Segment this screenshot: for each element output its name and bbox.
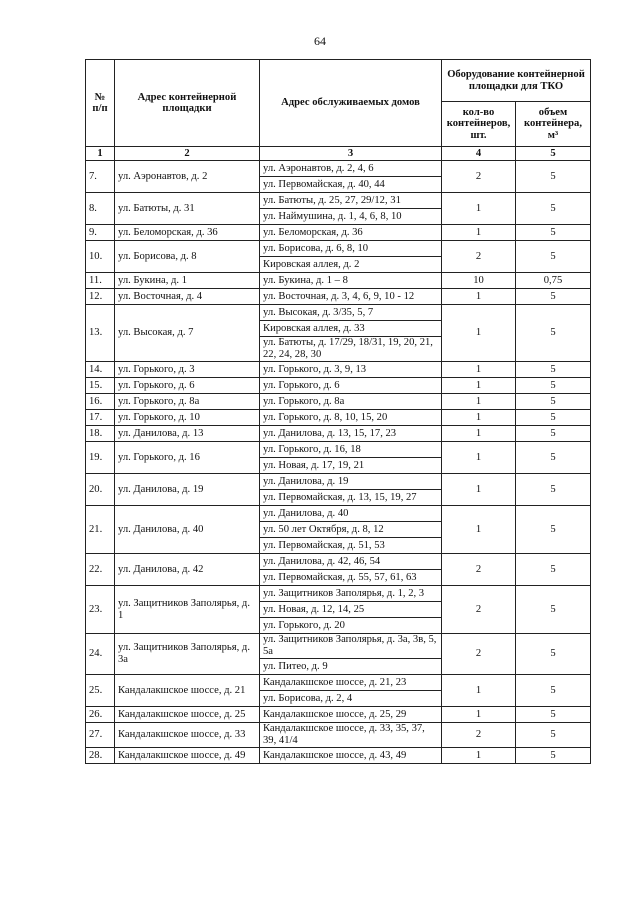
row-number: 28. [86, 748, 115, 764]
row-number: 7. [86, 161, 115, 193]
column-number: 1 [86, 147, 115, 161]
served-house-address: ул. Наймушина, д. 1, 4, 6, 8, 10 [260, 209, 442, 225]
container-volume: 5 [516, 193, 591, 225]
column-number: 3 [260, 147, 442, 161]
container-sites-table [85, 59, 591, 764]
header-count: кол-во контейнеров, шт. [442, 102, 516, 147]
row-number: 18. [86, 426, 115, 442]
row-number: 14. [86, 362, 115, 378]
served-house-address: ул. Горького, д. 8а [260, 394, 442, 410]
served-house-address: ул. Букина, д. 1 – 8 [260, 273, 442, 289]
container-count: 1 [442, 474, 516, 506]
table-row [86, 193, 591, 209]
table-row [86, 474, 591, 490]
site-address: Кандалакшское шоссе, д. 25 [115, 707, 260, 723]
container-volume: 5 [516, 675, 591, 707]
site-address: ул. Данилова, д. 40 [115, 506, 260, 554]
table-row [86, 426, 591, 442]
served-house-address: ул. Защитников Заполярья, д. 1, 2, 3 [260, 586, 442, 602]
site-address: ул. Горького, д. 16 [115, 442, 260, 474]
table-body [86, 147, 591, 764]
row-number: 13. [86, 305, 115, 362]
container-volume: 5 [516, 241, 591, 273]
row-number: 27. [86, 723, 115, 748]
container-count: 2 [442, 723, 516, 748]
site-address: ул. Горького, д. 3 [115, 362, 260, 378]
site-address: ул. Горького, д. 6 [115, 378, 260, 394]
container-count: 1 [442, 748, 516, 764]
table-row [86, 305, 591, 321]
site-address: ул. Данилова, д. 13 [115, 426, 260, 442]
served-house-address: ул. Первомайская, д. 13, 15, 19, 27 [260, 490, 442, 506]
container-count: 1 [442, 506, 516, 554]
container-count: 2 [442, 586, 516, 634]
row-number: 10. [86, 241, 115, 273]
served-house-address: ул. Горького, д. 6 [260, 378, 442, 394]
site-address: ул. Данилова, д. 19 [115, 474, 260, 506]
served-house-address: ул. Борисова, д. 6, 8, 10 [260, 241, 442, 257]
row-number: 24. [86, 634, 115, 675]
served-house-address: ул. Аэронавтов, д. 2, 4, 6 [260, 161, 442, 177]
served-house-address: ул. Первомайская, д. 55, 57, 61, 63 [260, 570, 442, 586]
row-number: 21. [86, 506, 115, 554]
container-volume: 5 [516, 554, 591, 586]
served-house-address: ул. Восточная, д. 3, 4, 6, 9, 10 - 12 [260, 289, 442, 305]
served-house-address: Кировская аллея, д. 33 [260, 321, 442, 337]
container-volume: 0,75 [516, 273, 591, 289]
header-equipment: Оборудование контейнерной площадки для ТКО [442, 60, 591, 102]
container-volume: 5 [516, 289, 591, 305]
header-row-1 [86, 60, 591, 102]
served-house-address: ул. Батюты, д. 17/29, 18/31, 19, 20, 21, 22, 24, 28, 30 [260, 337, 442, 362]
served-house-address: ул. Данилова, д. 40 [260, 506, 442, 522]
site-address: ул. Горького, д. 10 [115, 410, 260, 426]
site-address: ул. Борисова, д. 8 [115, 241, 260, 273]
container-count: 1 [442, 410, 516, 426]
served-house-address: ул. Защитников Заполярья, д. 3а, 3в, 5, 5а [260, 634, 442, 659]
site-address: ул. Аэронавтов, д. 2 [115, 161, 260, 193]
site-address: ул. Защитников Заполярья, д. 3а [115, 634, 260, 675]
container-volume: 5 [516, 362, 591, 378]
row-number: 23. [86, 586, 115, 634]
site-address: ул. Букина, д. 1 [115, 273, 260, 289]
container-count: 1 [442, 289, 516, 305]
served-house-address: ул. Данилова, д. 13, 15, 17, 23 [260, 426, 442, 442]
site-address: ул. Данилова, д. 42 [115, 554, 260, 586]
site-address: ул. Высокая, д. 7 [115, 305, 260, 362]
served-house-address: ул. Беломорская, д. 36 [260, 225, 442, 241]
site-address: Кандалакшское шоссе, д. 21 [115, 675, 260, 707]
site-address: ул. Батюты, д. 31 [115, 193, 260, 225]
container-volume: 5 [516, 426, 591, 442]
container-volume: 5 [516, 586, 591, 634]
served-house-address: ул. Данилова, д. 42, 46, 54 [260, 554, 442, 570]
row-number: 20. [86, 474, 115, 506]
served-house-address: ул. Горького, д. 3, 9, 13 [260, 362, 442, 378]
row-number: 12. [86, 289, 115, 305]
column-number-row [86, 147, 591, 161]
site-address: Кандалакшское шоссе, д. 33 [115, 723, 260, 748]
served-house-address: ул. Питео, д. 9 [260, 659, 442, 675]
container-count: 1 [442, 707, 516, 723]
row-number: 22. [86, 554, 115, 586]
table-row [86, 161, 591, 177]
table-row [86, 378, 591, 394]
row-number: 25. [86, 675, 115, 707]
container-volume: 5 [516, 723, 591, 748]
header-num: № п/п [86, 60, 115, 147]
served-house-address: Кандалакшское шоссе, д. 25, 29 [260, 707, 442, 723]
table-row [86, 554, 591, 570]
table-row [86, 506, 591, 522]
header-site-address: Адрес контейнерной площадки [115, 60, 260, 147]
container-volume: 5 [516, 442, 591, 474]
row-number: 9. [86, 225, 115, 241]
site-address: ул. Защитников Заполярья, д. 1 [115, 586, 260, 634]
container-volume: 5 [516, 707, 591, 723]
container-volume: 5 [516, 378, 591, 394]
container-count: 10 [442, 273, 516, 289]
served-house-address: Кандалакшское шоссе, д. 21, 23 [260, 675, 442, 691]
row-number: 16. [86, 394, 115, 410]
container-count: 2 [442, 554, 516, 586]
container-count: 1 [442, 394, 516, 410]
served-house-address: ул. Горького, д. 8, 10, 15, 20 [260, 410, 442, 426]
site-address: Кандалакшское шоссе, д. 49 [115, 748, 260, 764]
served-house-address: ул. Горького, д. 16, 18 [260, 442, 442, 458]
served-house-address: ул. Высокая, д. 3/35, 5, 7 [260, 305, 442, 321]
table-row [86, 410, 591, 426]
container-count: 1 [442, 378, 516, 394]
table-row [86, 634, 591, 659]
container-volume: 5 [516, 748, 591, 764]
container-count: 1 [442, 362, 516, 378]
container-count: 1 [442, 442, 516, 474]
container-volume: 5 [516, 394, 591, 410]
table-row [86, 289, 591, 305]
site-address: ул. Беломорская, д. 36 [115, 225, 260, 241]
container-count: 1 [442, 675, 516, 707]
container-count: 2 [442, 634, 516, 675]
header-served-addresses: Адрес обслуживаемых домов [260, 60, 442, 147]
container-volume: 5 [516, 634, 591, 675]
container-volume: 5 [516, 305, 591, 362]
table-row [86, 241, 591, 257]
container-count: 1 [442, 305, 516, 362]
container-volume: 5 [516, 225, 591, 241]
row-number: 17. [86, 410, 115, 426]
page-number: 64 [314, 34, 326, 48]
column-number: 4 [442, 147, 516, 161]
container-count: 1 [442, 225, 516, 241]
served-house-address: ул. 50 лет Октября, д. 8, 12 [260, 522, 442, 538]
container-volume: 5 [516, 506, 591, 554]
table-row [86, 394, 591, 410]
served-house-address: ул. Батюты, д. 25, 27, 29/12, 31 [260, 193, 442, 209]
table-row [86, 748, 591, 764]
container-volume: 5 [516, 410, 591, 426]
row-number: 26. [86, 707, 115, 723]
table-row [86, 273, 591, 289]
table-row [86, 442, 591, 458]
served-house-address: ул. Новая, д. 12, 14, 25 [260, 602, 442, 618]
table-row [86, 707, 591, 723]
site-address: ул. Восточная, д. 4 [115, 289, 260, 305]
table-row [86, 362, 591, 378]
header-volume: объем контейнера, м³ [516, 102, 591, 147]
table-row [86, 675, 591, 691]
served-house-address: Кандалакшское шоссе, д. 43, 49 [260, 748, 442, 764]
table-row [86, 586, 591, 602]
container-volume: 5 [516, 474, 591, 506]
served-house-address: ул. Новая, д. 17, 19, 21 [260, 458, 442, 474]
served-house-address: ул. Горького, д. 20 [260, 618, 442, 634]
table-row [86, 225, 591, 241]
served-house-address: ул. Данилова, д. 19 [260, 474, 442, 490]
served-house-address: Кировская аллея, д. 2 [260, 257, 442, 273]
container-count: 1 [442, 426, 516, 442]
container-volume: 5 [516, 161, 591, 193]
container-count: 2 [442, 161, 516, 193]
row-number: 8. [86, 193, 115, 225]
container-count: 1 [442, 193, 516, 225]
table-row [86, 723, 591, 748]
served-house-address: ул. Первомайская, д. 40, 44 [260, 177, 442, 193]
served-house-address: ул. Первомайская, д. 51, 53 [260, 538, 442, 554]
served-house-address: ул. Борисова, д. 2, 4 [260, 691, 442, 707]
row-number: 15. [86, 378, 115, 394]
row-number: 11. [86, 273, 115, 289]
container-count: 2 [442, 241, 516, 273]
site-address: ул. Горького, д. 8а [115, 394, 260, 410]
column-number: 5 [516, 147, 591, 161]
column-number: 2 [115, 147, 260, 161]
served-house-address: Кандалакшское шоссе, д. 33, 35, 37, 39, 41/4 [260, 723, 442, 748]
row-number: 19. [86, 442, 115, 474]
